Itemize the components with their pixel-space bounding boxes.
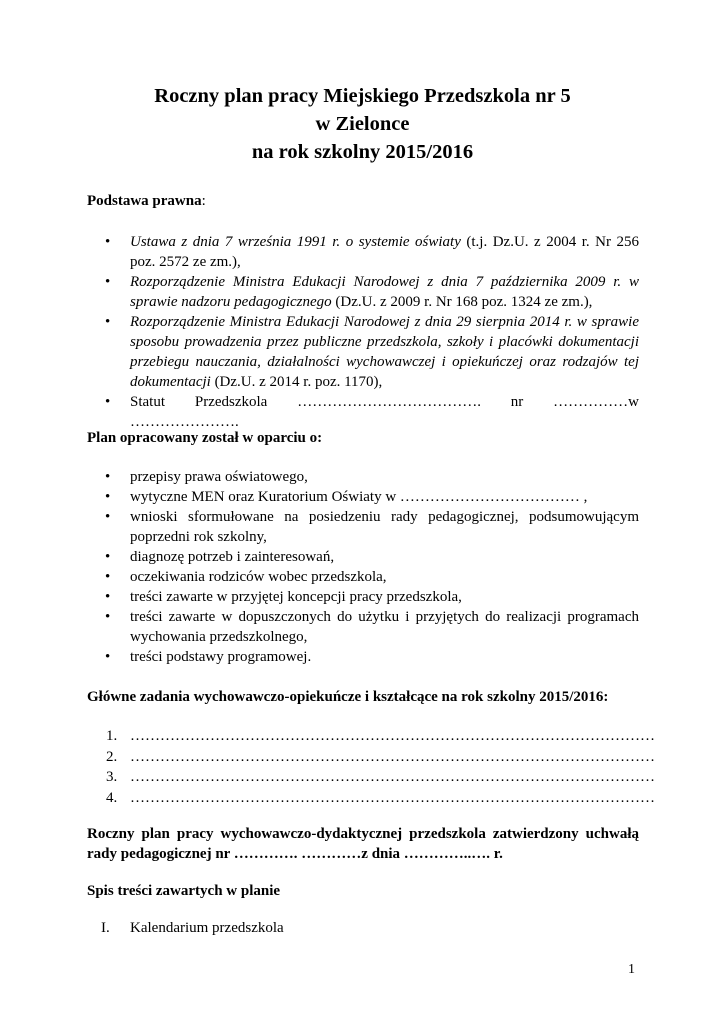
list-item: • treści podstawy programowej. xyxy=(87,647,639,667)
item-number: 4. xyxy=(106,789,118,806)
item-number: 3. xyxy=(106,769,118,786)
list-item: • diagnozę potrzeb i zainteresowań, xyxy=(87,547,639,567)
list-item: • treści zawarte w przyjętej koncepcji pracy przedszkola, xyxy=(87,587,639,607)
item-placeholder: …………………………………………………………………………………………… xyxy=(130,748,655,765)
title-line-2: w Zielonce xyxy=(315,113,410,135)
toc-heading: Spis treści zawartych w planie xyxy=(87,883,281,899)
document-title xyxy=(0,82,725,166)
legal-basis-heading-text: Podstawa prawna xyxy=(87,193,202,209)
list-item xyxy=(87,272,639,312)
list-item: • oczekiwania rodziców wobec przedszkola, xyxy=(87,567,639,587)
title-line-1: Roczny plan pracy Miejskiego Przedszkola nr 5 xyxy=(154,85,571,107)
act-reference: (Dz.U. z 2009 r. Nr 168 poz. 1324 ze zm.), xyxy=(331,294,593,310)
statute-reference: Statut Przedszkola ………………………………. nr ……………w …………………. xyxy=(130,394,639,430)
item-placeholder: …………………………………………………………………………………………… xyxy=(130,789,655,806)
act-title: Rozporządzenie Ministra Edukacji Narodowej z dnia 7 października 2009 r. w sprawie nadzoru pedagogicznego xyxy=(130,274,639,310)
act-reference: (t.j. Dz.U. z 2004 r. Nr 256 poz. 2572 ze zm.), xyxy=(130,234,640,270)
list-item: • wytyczne MEN oraz Kuratorium Oświaty w ……………………………… , xyxy=(87,487,639,507)
plan-basis-list xyxy=(87,467,639,667)
act-title: Rozporządzenie Ministra Edukacji Narodowej z dnia 29 sierpnia 2014 r. w sprawie sposobu prowadzenia przez publiczne przedszkola, szkoły i placówki dokumentacji przebiegu nauczania, działalności wychowawczej i opiekuńczej oraz rodzajów tej dokumentacji xyxy=(130,314,639,390)
list-item xyxy=(87,392,639,432)
item-number: 2. xyxy=(106,748,118,765)
legal-basis-heading xyxy=(87,191,639,211)
item-number: 1. xyxy=(106,728,118,744)
main-tasks-list xyxy=(87,726,655,808)
list-item xyxy=(87,767,655,788)
item-placeholder: …………………………………………………………………………………………… xyxy=(130,728,655,744)
page-number: 1 xyxy=(628,962,635,977)
legal-basis-heading-colon: : xyxy=(201,193,206,209)
list-item xyxy=(87,726,655,747)
legal-basis-list xyxy=(87,232,639,432)
act-title: Ustawa z dnia 7 września 1991 r. o systemie oświaty xyxy=(130,234,461,250)
list-item xyxy=(87,232,639,272)
item-placeholder: …………………………………………………………………………………………… xyxy=(130,769,655,786)
toc-item-label: Kalendarium przedszkola xyxy=(130,920,284,936)
list-item xyxy=(87,788,655,809)
list-item xyxy=(87,747,655,768)
list-item: • wnioski sformułowane na posiedzeniu rady pedagogicznej, podsumowującym poprzedni rok szkolny, xyxy=(87,507,639,547)
list-item: • treści zawarte w dopuszczonych do użytku i przyjętych do realizacji programach wychowania przedszkolnego, xyxy=(87,607,639,647)
toc-item-number: I. xyxy=(101,920,110,936)
title-line-3: na rok szkolny 2015/2016 xyxy=(251,141,474,163)
act-reference: (Dz.U. z 2014 r. poz. 1170), xyxy=(210,374,383,390)
plan-basis-heading: Plan opracowany został w oparciu o: xyxy=(87,430,323,446)
list-item xyxy=(87,312,639,392)
main-tasks-heading: Główne zadania wychowawczo-opiekuńcze i kształcące na rok szkolny 2015/2016: xyxy=(87,689,609,705)
approval-statement: Roczny plan pracy wychowawczo-dydaktycznej przedszkola zatwierdzony uchwałą rady pedagogicznej nr …………. …………z dnia …………..…. r. xyxy=(87,826,639,862)
list-item: • przepisy prawa oświatowego, xyxy=(87,467,639,487)
